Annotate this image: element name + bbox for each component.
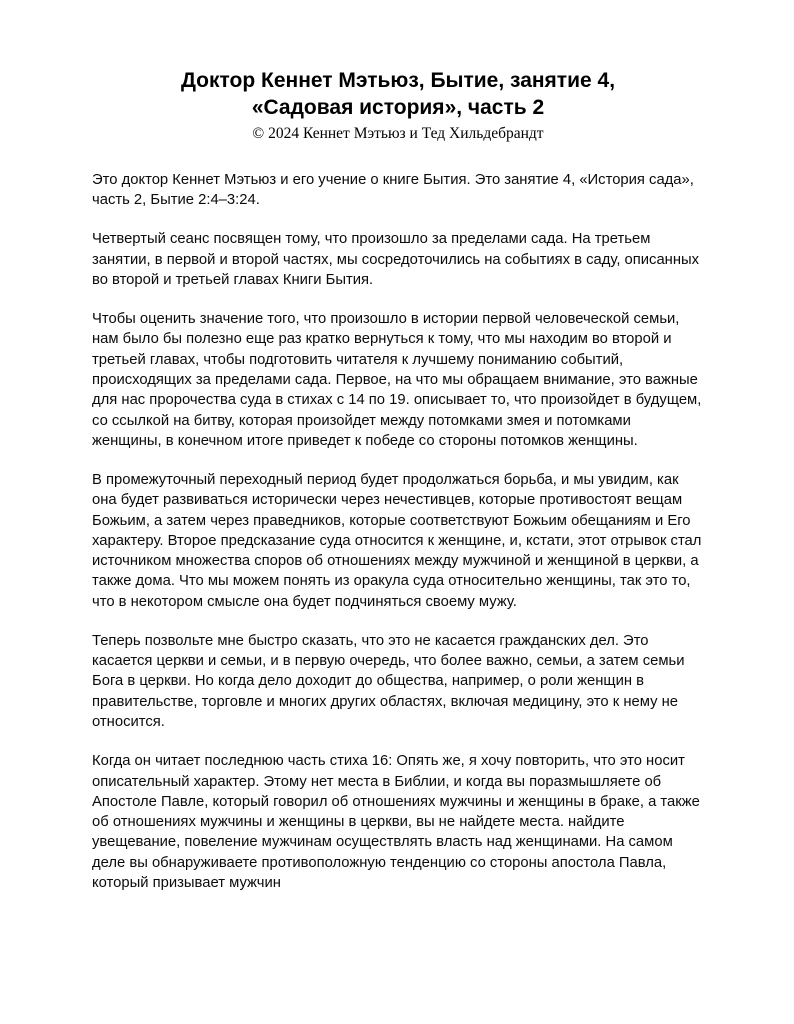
document-body <box>92 170 704 893</box>
paragraph: Теперь позвольте мне быстро сказать, что это не касается гражданских дел. Это касается церкви и семьи, и в первую очередь, что более важно, семьи, а затем семьи Бога в церкви. Но когда дело доходит до общества, например, о роли женщин в правительстве, торговле и многих других областях, включая медицину, это к нему не относится. <box>92 632 685 730</box>
paragraph: В промежуточный переходный период будет продолжаться борьба, и мы увидим, как она будет развиваться исторически через нечестивцев, которые противостоят вещам Божьим, а затем через праведников, которые соответствуют Божьим обещаниям и Его характеру. Второе предсказание суда относится к женщине, и, кстати, этот отрывок стал источником множества споров об отношениях между мужчиной и женщиной в церкви, а также дома. Что мы можем понять из оракула суда относительно женщины, так это то, что в некотором смысле она будет подчиняться своему мужу. <box>92 472 702 610</box>
page-title-line1: Доктор Кеннет Мэтьюз, Бытие, занятие 4, <box>180 69 616 92</box>
page-title-line2: «Садовая история», часть 2 <box>251 95 545 119</box>
paragraph: Чтобы оценить значение того, что произошло в истории первой человеческой семьи, нам было бы полезно еще раз кратко вернуться к тому, что мы находим во второй и третьей главах, чтобы подготовить читателя к лучшему пониманию событий, происходящих за пределами сада. Первое, на что мы обращаем внимание, это важные для нас пророчества суда в стихах с 14 по 19. описывает то, что произойдет в будущем, со ссылкой на битву, которая произойдет между потомками змея и потомками женщины, в конечном итоге приведет к победе со стороны потомков женщины. <box>92 311 702 449</box>
paragraph: Четвертый сеанс посвящен тому, что произошло за пределами сада. На третьем занятии, в первой и второй частях, мы сосредоточились на событиях в саду, описанных во второй и третьей главах Книги Бытия. <box>92 231 700 288</box>
paragraph: Когда он читает последнюю часть стиха 16: Опять же, я хочу повторить, что это носит описательный характер. Этому нет места в Библии, и когда вы поразмышляете об Апостоле Павле, который говорил об отношениях мужчины и женщины в браке, а также об отношениях мужчины и женщины в церкви, вы не найдете места. найдите увещевание, повеление мужчинам осуществлять власть над женщинами. На самом деле вы обнаруживаете противоположную тенденцию со стороны апостола Павла, который призывает мужчин <box>92 753 700 891</box>
copyright-line: © 2024 Кеннет Мэтьюз и Тед Хильдебрандт <box>252 124 544 142</box>
paragraph: Это доктор Кеннет Мэтьюз и его учение о книге Бытия. Это занятие 4, «История сада», часть 2, Бытие 2:4–3:24. <box>92 171 694 209</box>
page-title <box>92 68 704 122</box>
